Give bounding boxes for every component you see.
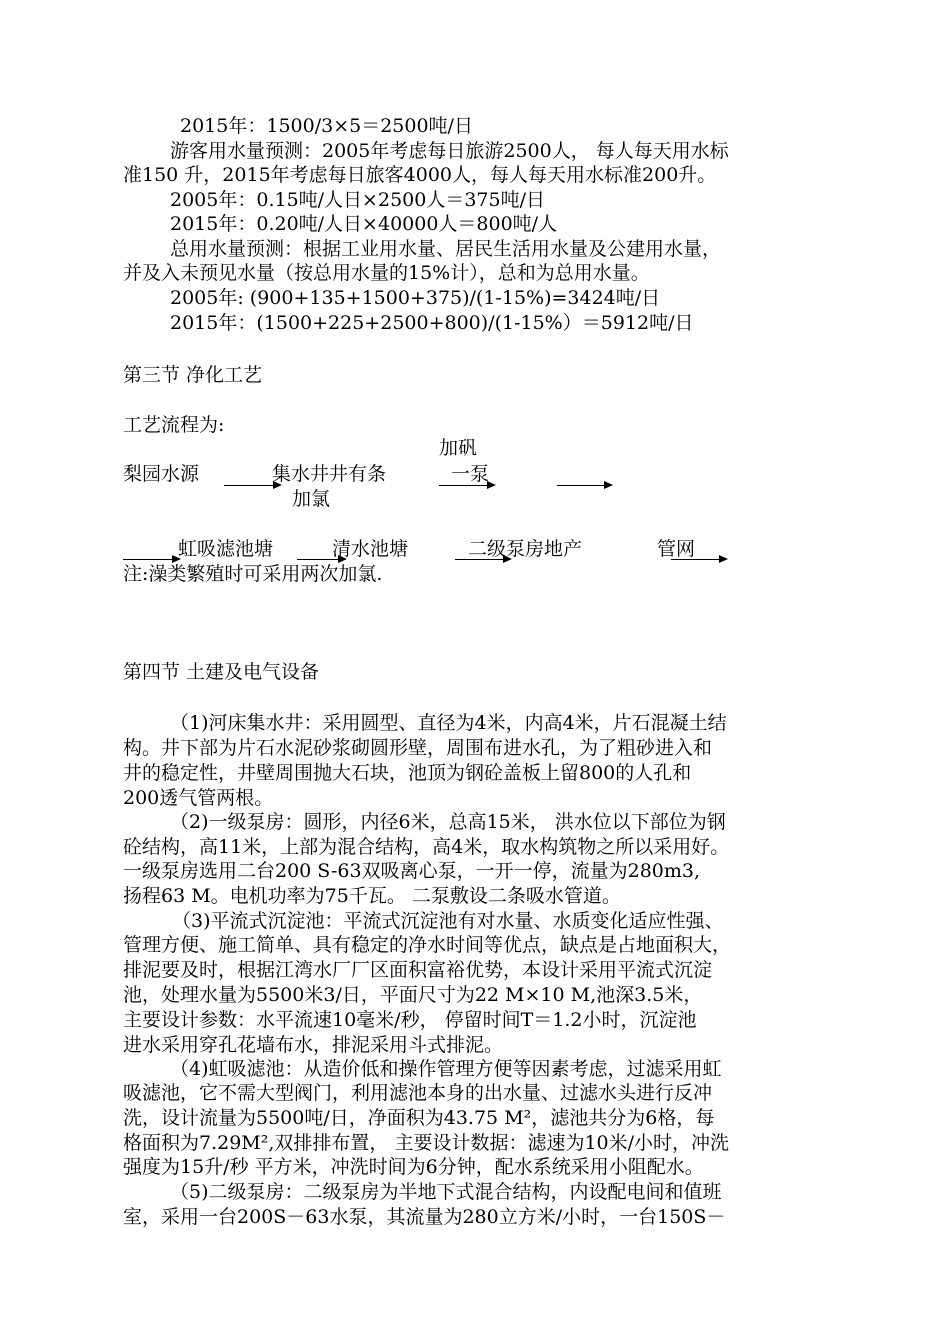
text-line: 主要设计参数：水平流速10毫米/秒， 停留时间T＝1.2小时，沉淀池 bbox=[123, 1009, 697, 1031]
flow-node-pump2: 二级泵房地产 bbox=[468, 538, 583, 560]
section-heading: 第四节 土建及电气设备 bbox=[123, 661, 320, 683]
text-line: 2015年：(1500+225+2500+800)/(1-15%）＝5912吨/日 bbox=[170, 312, 694, 334]
text-line: 并及入未预见水量（按总用水量的15%计），总和为总用水量。 bbox=[123, 262, 650, 284]
text-line: （1)河床集水井：采用圆型、直径为4米，内高4米，片石混凝土结 bbox=[170, 712, 727, 734]
flow-node-network: 管网 bbox=[657, 538, 696, 560]
text-line: （4)虹吸滤池：从造价低和操作管理方便等因素考虑，过滤采用虹 bbox=[170, 1058, 722, 1080]
text-line: 构。井下部为片石水泥砂浆砌圆形壁，周围布进水孔，为了粗砂进入和 bbox=[123, 737, 713, 759]
text-line: 工艺流程为: bbox=[123, 414, 225, 436]
flow-node-clearwell: 清水池塘 bbox=[332, 538, 409, 560]
text-line: 排泥要及时，根据江湾水厂厂区面积富裕优势，本设计采用平流式沉淀 bbox=[123, 959, 713, 981]
text-line: （2)一级泵房：圆形，内径6米，总高15米， 洪水位以下部位为钢 bbox=[170, 811, 726, 833]
text-line: 井的稳定性，井壁周围抛大石块，池顶为钢砼盖板上留800的人孔和 bbox=[123, 762, 692, 784]
flow-arrow bbox=[123, 559, 179, 560]
flow-node-collection-well: 集水井井有条 bbox=[272, 463, 387, 485]
text-line: 强度为15升/秒 平方米，冲洗时间为6分钟，配水系统采用小阻配水。 bbox=[123, 1156, 704, 1178]
text-line: 游客用水量预测：2005年考虑每日旅游2500人， 每人每天用水标 bbox=[170, 140, 729, 162]
section-heading: 第三节 净化工艺 bbox=[123, 364, 263, 386]
flow-note: 注:澡类繁殖时可采用两次加氯. bbox=[123, 563, 383, 585]
text-line: 扬程63 M。电机功率为75千瓦。 二泵敷设二条吸水管道。 bbox=[123, 885, 621, 907]
flow-label-chlorine: 加氯 bbox=[292, 488, 331, 510]
text-line: 2015年：1500/3×5＝2500吨/日 bbox=[180, 115, 473, 137]
text-line: 砼结构，高11米，上部为混合结构，高4米，取水构筑物之所以采用好。 bbox=[123, 836, 730, 858]
text-line: 2015年：0.20吨/人日×40000人＝800吨/人 bbox=[170, 213, 558, 235]
text-line: 吸滤池，它不需大型阀门，利用滤池本身的出水量、过滤水头进行反冲 bbox=[123, 1082, 713, 1104]
text-line: 洗，设计流量为5500吨/日，净面积为43.75 M²，滤池共分为6格，每 bbox=[123, 1107, 715, 1129]
flow-node-siphon-filter: 虹吸滤池塘 bbox=[178, 538, 274, 560]
flow-node-pump1: 一泵 bbox=[451, 463, 490, 485]
text-line: 2005年：0.15吨/人日×2500人＝375吨/日 bbox=[170, 189, 546, 211]
text-line: 室，采用一台200S－63水泵，其流量为280立方米/小时，一台150S－ bbox=[123, 1206, 726, 1228]
text-line: （5)二级泵房：二级泵房为半地下式混合结构，内设配电间和值班 bbox=[170, 1181, 722, 1203]
text-line: 准150 升，2015年考虑每日旅客4000人，每人每天用水标准200升。 bbox=[123, 164, 717, 186]
text-line: 一级泵房选用二台200 S-63双吸离心泵，一开一停，流量为280m3, bbox=[123, 860, 701, 882]
flow-arrow bbox=[557, 485, 611, 486]
text-line: 总用水量预测：根据工业用水量、居民生活用水量及公建用水量， bbox=[170, 238, 722, 260]
text-line: 格面积为7.29M²,双排排布置， 主要设计数据：滤速为10米/小时，冲洗 bbox=[123, 1132, 730, 1154]
text-line: 池，处理水量为5500米3/日，平面尺寸为22 M×10 M,池深3.5米， bbox=[123, 984, 703, 1006]
text-line: （3)平流式沉淀池：平流式沉淀池有对水量、水质变化适应性强、 bbox=[172, 910, 724, 932]
text-line: 2005年: (900+135+1500+375)/(1-15%)=3424吨/日 bbox=[170, 287, 661, 309]
text-line: 管理方便、施工简单、具有稳定的净水时间等优点，缺点是占地面积大， bbox=[123, 934, 732, 956]
text-line: 进水采用穿孔花墙布水，排泥采用斗式排泥。 bbox=[123, 1034, 504, 1056]
flow-node-source: 梨园水源 bbox=[123, 463, 200, 485]
text-line: 200透气管两根。 bbox=[123, 787, 274, 809]
flow-label-alum: 加矾 bbox=[439, 437, 478, 459]
